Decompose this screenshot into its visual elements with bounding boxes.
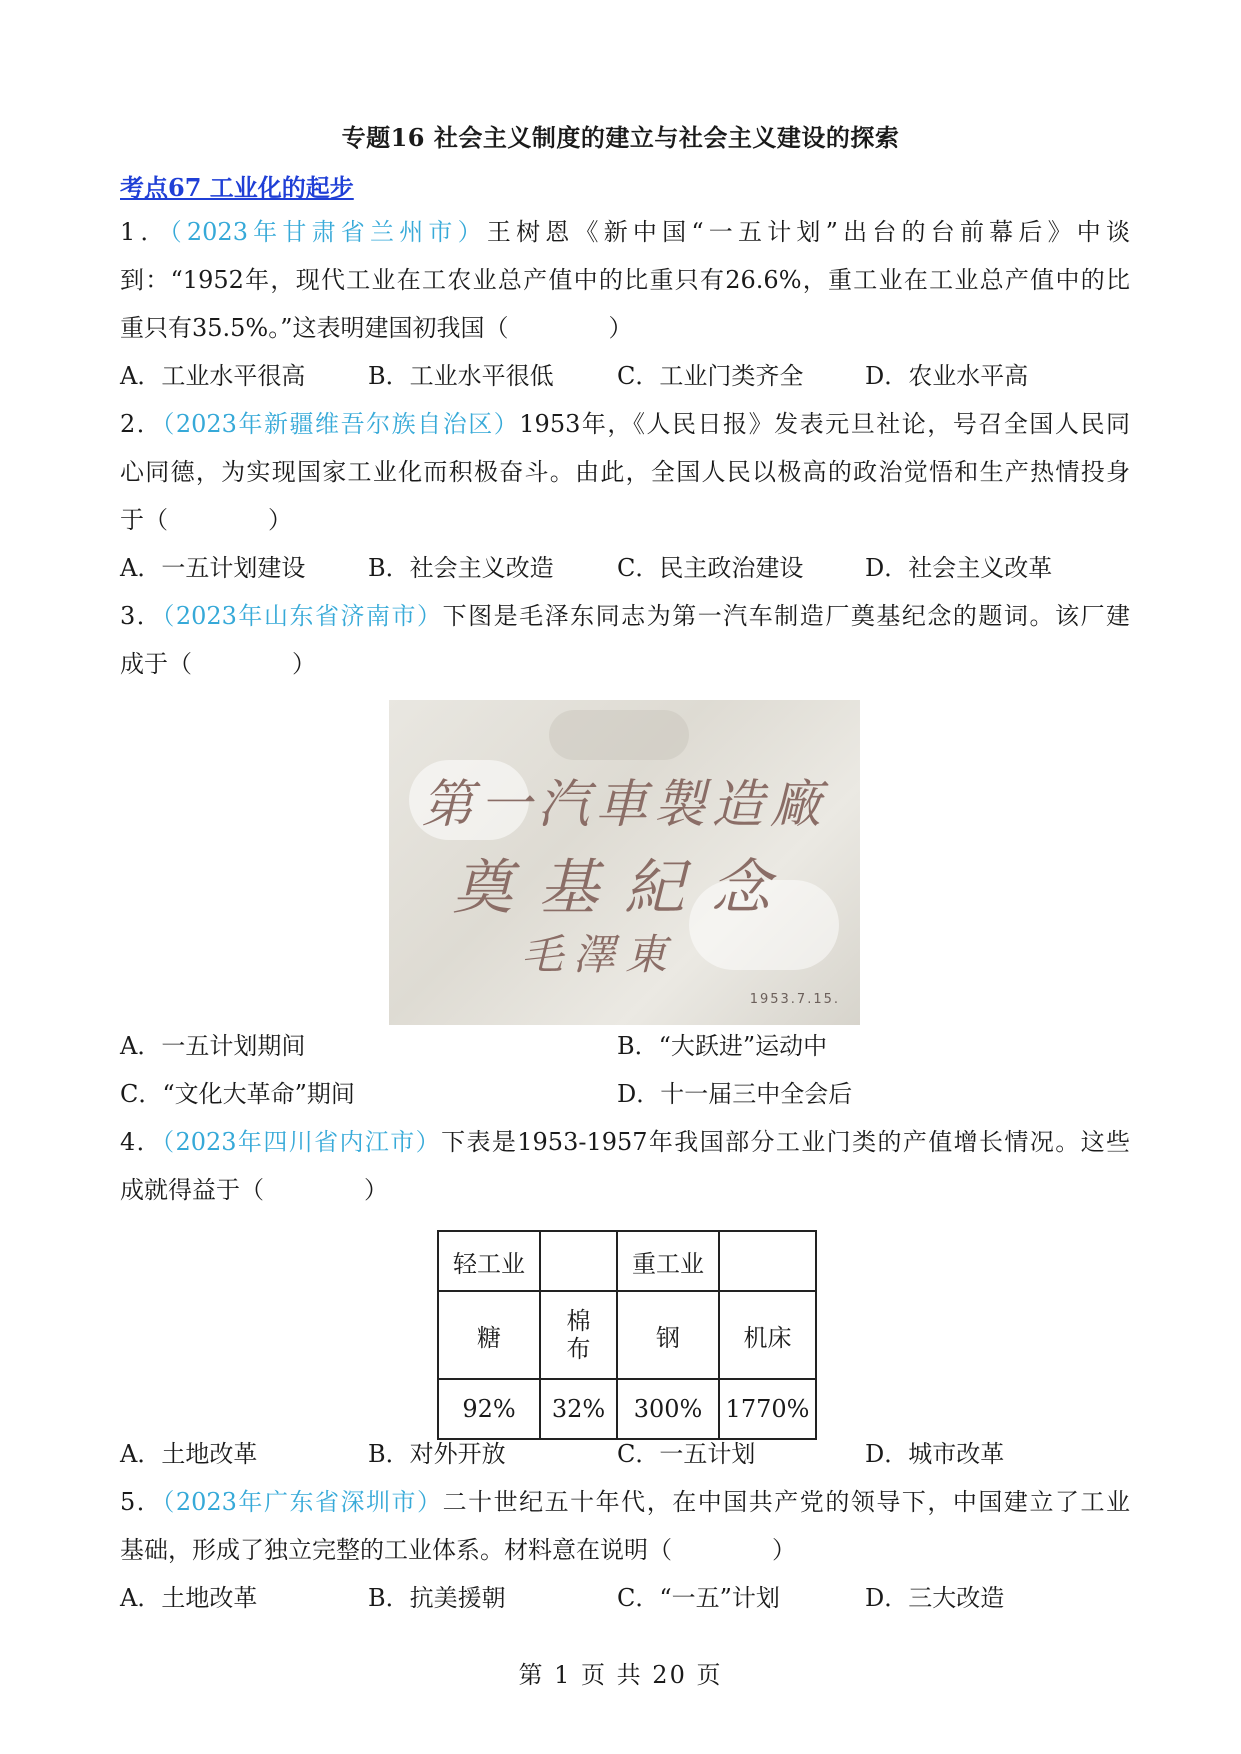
q4-source: （2023年四川省内江市）	[162, 1128, 442, 1156]
q1-text-1: 王树恩《新中国“一五计划”出台的台前幕后》中谈	[486, 218, 1130, 246]
q4-option-a: A．土地改革	[120, 1440, 258, 1468]
q1-source: （2023年甘肃省兰州市）	[169, 218, 487, 246]
q3-text-1: 下图是毛泽东同志为第一汽车制造厂奠基纪念的题词。该厂建	[442, 602, 1130, 630]
q4-option-d: D．城市改革	[865, 1440, 1005, 1468]
q1-number: 1．	[120, 218, 170, 246]
q3-option-c: C．“文化大革命”期间	[120, 1080, 355, 1108]
growth-table	[437, 1230, 817, 1440]
q4-text-2: 成就得益于（	[120, 1176, 264, 1204]
page-footer: 第 1 页 共 20 页	[518, 1661, 723, 1689]
q1-option-b: B．工业水平很低	[368, 362, 554, 390]
q5-number: 5．	[120, 1488, 163, 1516]
q5-option-c: C．“一五”计划	[617, 1584, 780, 1612]
q1-option-d: D．农业水平高	[865, 362, 1029, 390]
q4-number: 4．	[120, 1128, 163, 1156]
q1-close-paren: ）	[608, 314, 633, 342]
q4-close-paren: ）	[364, 1176, 388, 1204]
q1-option-c: C．工业门类齐全	[617, 362, 804, 390]
q2-option-d: D．社会主义改革	[865, 554, 1053, 582]
q1-option-a: A．工业水平很高	[120, 362, 306, 390]
q3-option-b: B．“大跃进”运动中	[617, 1032, 828, 1060]
q4-option-c: C．一五计划	[617, 1440, 756, 1468]
table-header-light-industry: 轻工业	[438, 1231, 540, 1291]
q1-line-2: 到：“1952年，现代工业在工农业总产值中的比重只有26.6%，重工业在工业总产值中的比	[120, 266, 1130, 294]
q2-line-3	[120, 504, 1130, 536]
q3-option-a: A．一五计划期间	[120, 1032, 306, 1060]
table-row	[438, 1231, 816, 1291]
inscription-image	[389, 700, 860, 1025]
stone-texture	[549, 710, 689, 760]
table-item-sugar: 糖	[438, 1291, 540, 1379]
inscription-signature: 毛澤東	[520, 930, 677, 979]
q2-line-1	[120, 408, 1130, 440]
table-header-heavy-industry: 重工业	[617, 1231, 719, 1291]
q2-source: （2023年新疆维吾尔族自治区）	[162, 410, 520, 438]
q3-line-2	[120, 648, 1130, 680]
table-value-steel: 300%	[617, 1379, 719, 1439]
inscription-line-2: 奠基紀念	[452, 853, 797, 923]
q2-number: 2．	[120, 410, 163, 438]
q4-line-1	[120, 1126, 1130, 1158]
q2-option-c: C．民主政治建设	[617, 554, 804, 582]
table-item-cotton-cloth	[540, 1291, 617, 1379]
q4-text-1: 下表是1953-1957年我国部分工业门类的产值增长情况。这些	[441, 1128, 1130, 1156]
table-value-cotton-cloth: 32%	[540, 1379, 617, 1439]
q5-text-1: 二十世纪五十年代，在中国共产党的领导下，中国建立了工业	[442, 1488, 1130, 1516]
table-value-machine-tool: 1770%	[719, 1379, 816, 1439]
q2-close-paren: ）	[268, 506, 292, 534]
q5-source: （2023年广东省深圳市）	[162, 1488, 443, 1516]
q2-option-a: A．一五计划建设	[120, 554, 306, 582]
table-cell-empty	[540, 1231, 617, 1291]
q1-text-3: 重只有35.5%。”这表明建国初我国（	[120, 314, 509, 342]
q3-line-1	[120, 600, 1130, 632]
q2-line-2: 心同德，为实现国家工业化而积极奋斗。由此，全国人民以极高的政治觉悟和生产热情投身	[120, 458, 1130, 486]
inscription-date: 1953.7.15.	[749, 992, 840, 1007]
section-heading-link[interactable]: 考点67 工业化的起步	[120, 173, 354, 202]
q3-close-paren: ）	[292, 650, 316, 678]
q3-text-2: 成于（	[120, 650, 192, 678]
q5-line-1	[120, 1486, 1130, 1518]
table-item-cotton-cloth-text: 棉布	[566, 1307, 591, 1363]
q3-option-d: D．十一届三中全会后	[617, 1080, 853, 1108]
q4-option-b: B．对外开放	[368, 1440, 506, 1468]
table-cell-empty	[719, 1231, 816, 1291]
q2-text-3: 于（	[120, 506, 168, 534]
q5-close-paren: ）	[772, 1536, 796, 1564]
table-value-sugar: 92%	[438, 1379, 540, 1439]
q2-option-b: B．社会主义改造	[368, 554, 554, 582]
q3-source: （2023年山东省济南市）	[162, 602, 443, 630]
q5-line-2	[120, 1534, 1130, 1566]
inscription-line-1: 第一汽車製造廠	[421, 775, 828, 835]
q1-line-1	[120, 216, 1130, 248]
table-item-machine-tool: 机床	[719, 1291, 816, 1379]
q5-option-a: A．土地改革	[120, 1584, 258, 1612]
q5-text-2: 基础，形成了独立完整的工业体系。材料意在说明（	[120, 1536, 672, 1564]
table-item-steel: 钢	[617, 1291, 719, 1379]
q3-number: 3．	[120, 602, 163, 630]
q1-line-3	[120, 312, 1130, 344]
table-row	[438, 1291, 816, 1379]
table-row	[438, 1379, 816, 1439]
q5-option-b: B．抗美援朝	[368, 1584, 506, 1612]
q4-line-2	[120, 1174, 1130, 1206]
q2-text-1: 1953年，《人民日报》发表元旦社论，号召全国人民同	[519, 410, 1130, 438]
q5-option-d: D．三大改造	[865, 1584, 1005, 1612]
page-title: 专题16 社会主义制度的建立与社会主义建设的探索	[341, 123, 900, 152]
